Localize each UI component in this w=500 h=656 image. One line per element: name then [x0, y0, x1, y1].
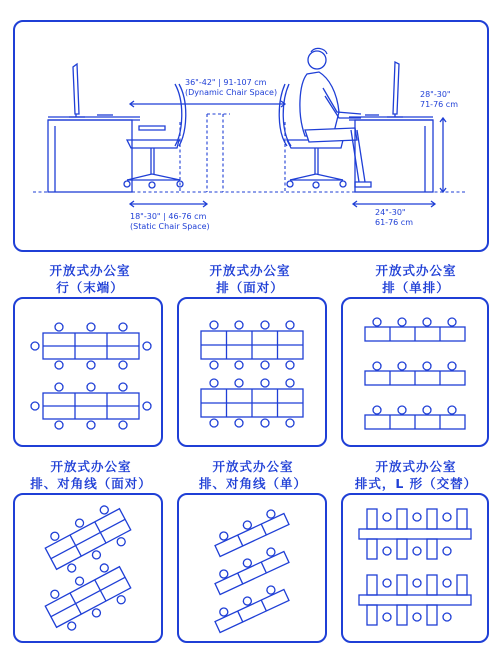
left-chair — [124, 84, 186, 188]
rows-single-plan — [343, 299, 487, 445]
ergonomics-diagram — [15, 22, 487, 250]
desk-depth-inches: 24"-30" — [375, 208, 406, 217]
desk-row — [211, 505, 289, 556]
desk-row — [211, 543, 289, 594]
rows-end-plan — [15, 299, 161, 445]
layout-panel-rows-end — [13, 297, 163, 447]
layout-panel-l-shape — [341, 493, 489, 643]
layout-subtitle: 排式，L 形（交替） — [354, 476, 478, 491]
seated-person — [300, 48, 371, 187]
layout-title: 开放式办公室 — [212, 459, 294, 474]
layout-caption-5 — [180, 458, 326, 492]
layout-title: 开放式办公室 — [209, 263, 291, 278]
desk-cluster — [201, 379, 303, 427]
dynamic-space-value: 36"-42" | 91-107 cm — [185, 78, 267, 87]
desk-row — [365, 406, 465, 429]
layout-caption-2 — [180, 262, 320, 296]
dynamic-space-label — [185, 78, 277, 98]
diagonal-single-plan — [179, 495, 325, 641]
desk-row — [365, 362, 465, 385]
layout-subtitle: 排（面对） — [216, 280, 284, 295]
right-desk — [349, 62, 433, 192]
desk-depth-cm: 61-76 cm — [375, 218, 413, 227]
desk-height-label — [420, 90, 458, 110]
layout-subtitle: 行（末端） — [56, 280, 124, 295]
left-desk — [48, 64, 140, 192]
static-space-label — [130, 212, 210, 232]
l-shape-plan — [343, 495, 487, 641]
layout-subtitle: 排（单排） — [382, 280, 450, 295]
layout-panel-rows-single — [341, 297, 489, 447]
layout-caption-3 — [346, 262, 486, 296]
rows-facing-plan — [179, 299, 325, 445]
layout-subtitle: 排、对角线（单） — [198, 476, 307, 491]
layout-caption-1 — [20, 262, 160, 296]
desk-cluster — [31, 383, 151, 429]
layout-panel-rows-facing — [177, 297, 327, 447]
layout-title: 开放式办公室 — [50, 459, 132, 474]
layout-title: 开放式办公室 — [375, 263, 457, 278]
ergonomics-panel — [13, 20, 489, 252]
desk-depth-label — [375, 208, 413, 228]
desk-cluster — [41, 500, 136, 578]
desk-row — [211, 581, 289, 632]
desk-cluster — [359, 509, 471, 559]
desk-row — [365, 318, 465, 341]
static-space-value: 18"-30" | 46-76 cm — [130, 212, 207, 221]
layout-panel-diagonal-single — [177, 493, 327, 643]
desk-cluster — [201, 321, 303, 369]
desk-height-cm: 71-76 cm — [420, 100, 458, 109]
layout-caption-6 — [340, 458, 492, 492]
desk-cluster — [41, 558, 136, 636]
layout-caption-4 — [18, 458, 164, 492]
layout-panel-diagonal-facing — [13, 493, 163, 643]
layout-title: 开放式办公室 — [49, 263, 131, 278]
desk-cluster — [359, 575, 471, 625]
layout-subtitle: 排、对角线（面对） — [30, 476, 152, 491]
desk-height-inches: 28"-30" — [420, 90, 451, 99]
diagonal-facing-plan — [15, 495, 161, 641]
dynamic-space-caption: (Dynamic Chair Space) — [185, 88, 278, 97]
desk-cluster — [31, 323, 151, 369]
layout-title: 开放式办公室 — [375, 459, 457, 474]
static-space-caption: (Static Chair Space) — [130, 222, 210, 231]
